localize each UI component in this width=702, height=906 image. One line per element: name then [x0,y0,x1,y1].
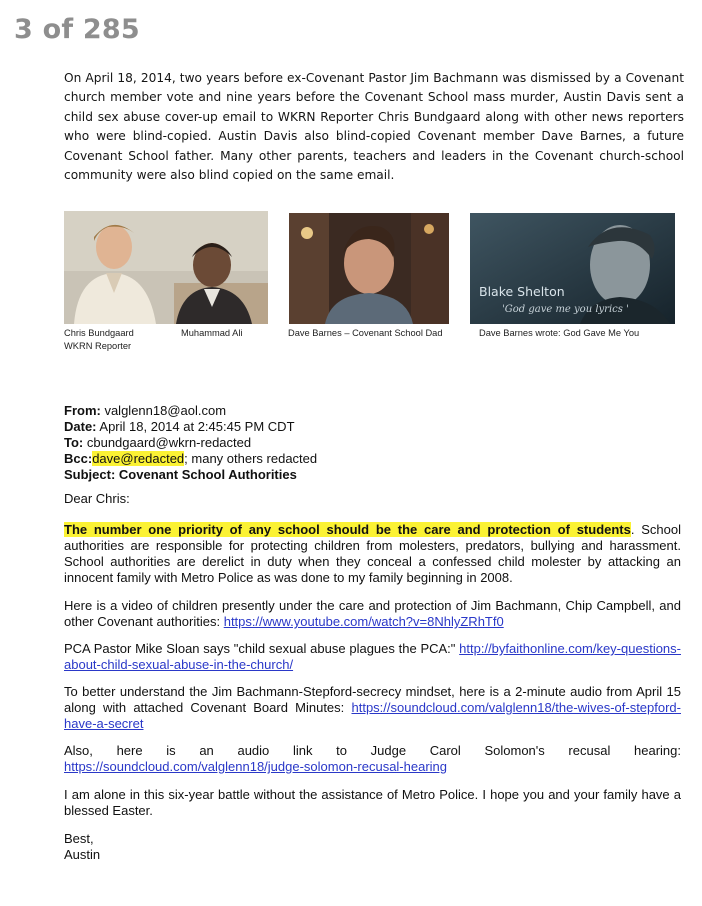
email-closing: Best, [64,831,94,846]
email-block [64,403,681,863]
email-greeting: Dear Chris: [64,491,130,506]
email-bcc [64,451,681,467]
p2-text: Here is a video of children presently under the care and protection of Jim Bachmann, Chip Campbell, and other Covenant authorities: [64,598,681,629]
email-paragraph-1 [64,522,681,586]
page-counter: 3 of 285 [14,14,140,45]
email-paragraph-3 [64,641,681,673]
intro-paragraph: On April 18, 2014, two years before ex-Covenant Pastor Jim Bachmann was dismissed by a Covenant church member vote and nine years before the Covenant School mass murder, Austin Davis sent a child sex abuse cover-up email to WKRN Reporter Chris Bundgaard along with other news reporters who were blind-copied. Austin Davis also blind-copied Covenant member Dave Barnes, a future Covenant School father. Many other parents, teachers and leaders in the Covenant church-school community were also blind copied on the same email. [64,71,684,183]
photo-overlay-sub: 'God gave me you lyrics ' [502,304,629,315]
stepford-link[interactable]: https://soundcloud.com/valglenn18/the-wives-of-stepford-have-a-secret [64,700,681,731]
photo-bundgaard-ali [64,211,268,324]
p3-text: PCA Pastor Mike Sloan says "child sexual abuse plagues the PCA:" [64,641,460,656]
date-label: Date: [64,419,97,434]
recusal-link[interactable]: https://soundcloud.com/valglenn18/judge-solomon-recusal-hearing [64,759,448,774]
email-from [64,403,681,419]
photo-dave-barnes [289,213,449,324]
email-subject [64,467,681,483]
bcc-label: Bcc: [64,451,93,466]
caption-god-gave-me-you: Dave Barnes wrote: God Gave Me You [479,328,640,338]
caption-chris-bundgaard-name: Chris Bundgaard [64,328,134,338]
photo-blake-shelton [470,213,675,324]
caption-chris-bundgaard-title: WKRN Reporter [64,341,132,351]
p1-rest: . School authorities are responsible for protecting children from molesters, predators, bullying and harassment. School authorities are derelict in duty when they conceal a confessed child molester by attacking an innocent family with Metro Police as was done to my family beginning in 2008. [64,522,681,585]
from-value: valglenn18@aol.com [100,403,227,418]
bcc-highlight: dave@redacted [92,451,185,466]
caption-dave-barnes: Dave Barnes – Covenant School Dad [288,328,443,338]
subject-value: Covenant School Authorities [115,467,297,482]
email-paragraph-2 [64,598,681,630]
subject-label: Subject: [64,467,116,482]
byfaith-link[interactable]: http://byfaithonline.com/key-questions-about-child-sexual-abuse-in-the-church/ [64,641,681,672]
photo-overlay-name: Blake Shelton [479,284,565,299]
to-label: To: [64,435,84,450]
photo-bundgaard-ali-image [64,211,268,324]
email-paragraph-5 [64,743,681,775]
caption-muhammad-ali: Muhammad Ali [181,328,243,338]
email-paragraph-4 [64,684,681,732]
photo-dave-barnes-image [289,213,449,324]
bcc-rest: ; many others redacted [184,451,318,466]
from-label: From: [64,403,101,418]
priority-highlight: The number one priority of any school should be the care and protection of students [64,522,631,537]
caption-chris-bundgaard [64,327,134,353]
email-to [64,435,681,451]
email-signature: Austin [64,847,101,862]
email-paragraph-6: I am alone in this six-year battle without the assistance of Metro Police. I hope you and your family have a blessed Easter. [64,787,681,818]
email-date [64,419,681,435]
p5-text: Also, here is an audio link to Judge Carol Solomon's recusal hearing: [64,743,681,758]
youtube-link[interactable]: https://www.youtube.com/watch?v=8NhlyZRhTf0 [223,614,504,629]
to-value: cbundgaard@wkrn-redacted [83,435,252,450]
date-value: April 18, 2014 at 2:45:45 PM CDT [96,419,295,434]
p4-text: To better understand the Jim Bachmann-Stepford-secrecy mindset, here is a 2-minute audio from April 15 along with attached Covenant Board Minutes: [64,684,681,715]
